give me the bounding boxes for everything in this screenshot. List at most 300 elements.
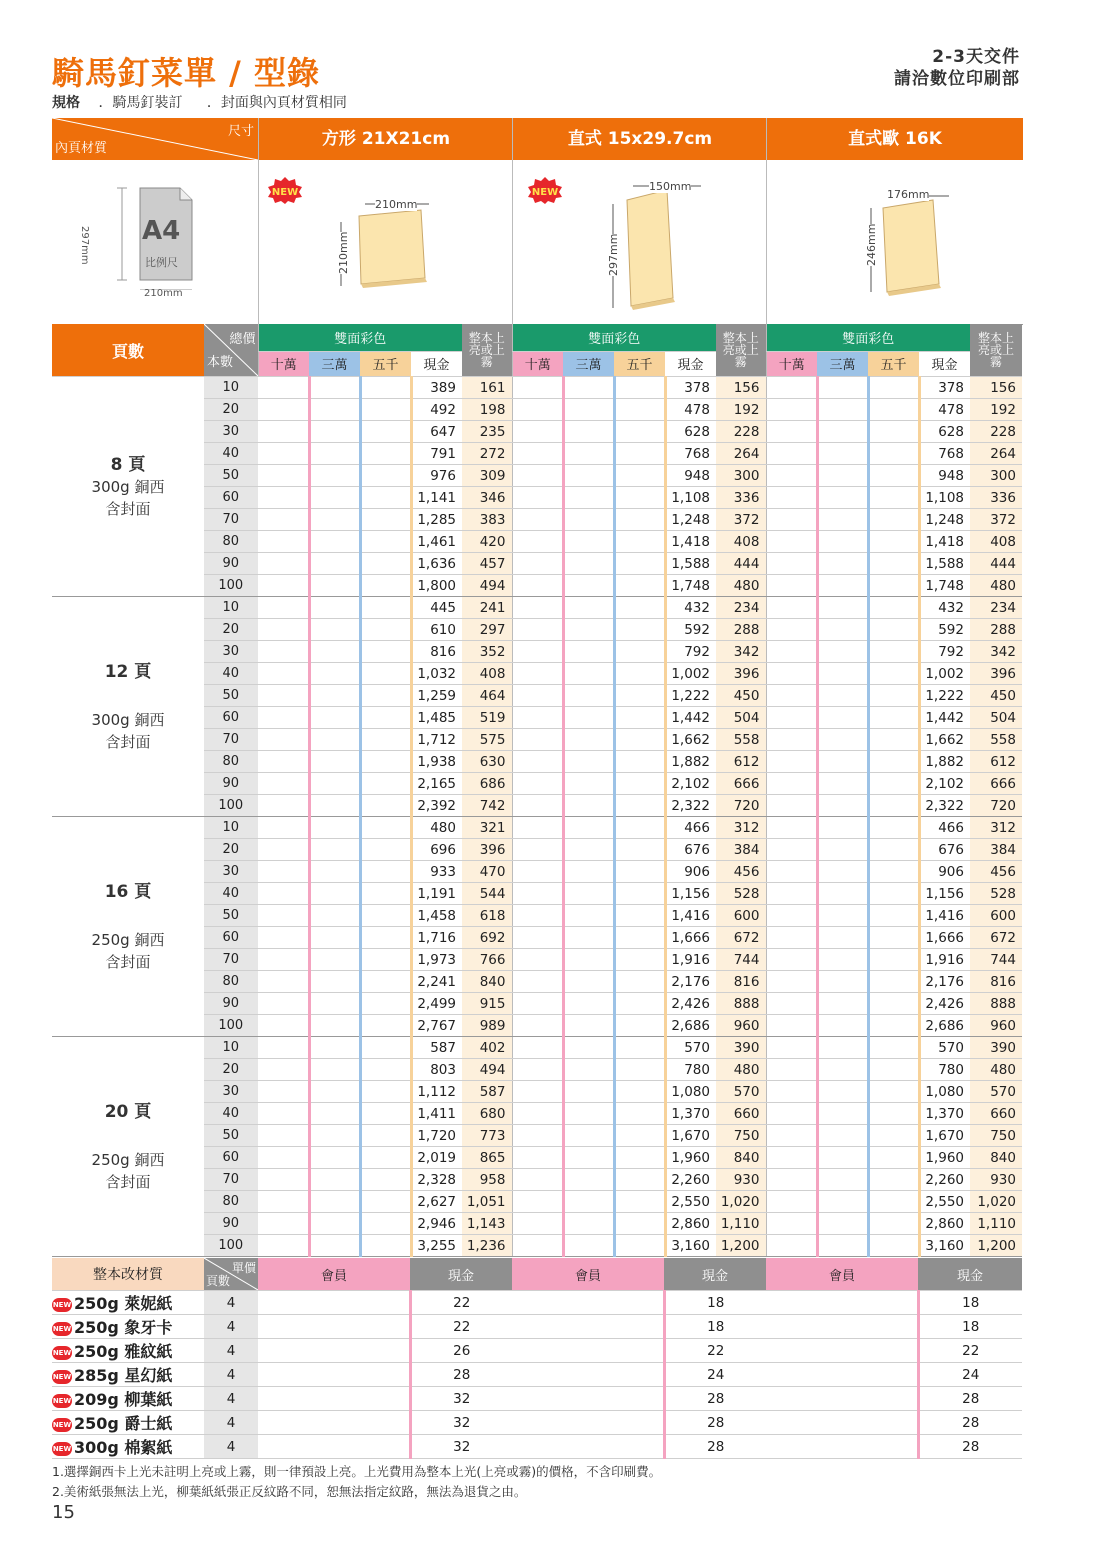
empty-price-cell <box>614 1147 665 1169</box>
quantity-cell: 40 <box>204 443 258 465</box>
coat-price-cell: 309 <box>462 465 512 487</box>
size-name: 直式歐 16K <box>767 118 1023 160</box>
empty-price-cell <box>868 641 919 663</box>
empty-price-cell <box>512 1213 563 1235</box>
empty-price-cell <box>614 949 665 971</box>
cash-price-cell: 1,960 <box>665 1147 716 1169</box>
vertical-height-label: 297mm <box>607 233 620 276</box>
coat-price-cell: 297 <box>462 619 512 641</box>
empty-price-cell <box>309 553 360 575</box>
coat-price-cell: 1,110 <box>970 1213 1022 1235</box>
size-label: 尺寸 <box>227 124 254 139</box>
page-count: 8 頁 <box>110 454 146 475</box>
empty-price-cell <box>868 993 919 1015</box>
empty-price-cell <box>817 707 868 729</box>
empty-price-cell <box>614 1191 665 1213</box>
empty-price-cell <box>258 971 309 993</box>
cash-price-cell: 2,686 <box>665 1015 716 1037</box>
empty-price-cell <box>258 421 309 443</box>
col-30k: 三萬 <box>563 351 614 376</box>
new-badge-icon: NEW <box>52 1346 72 1360</box>
coat-price-cell: 1,143 <box>462 1213 512 1235</box>
material-row <box>52 1315 1022 1339</box>
cash-price-cell: 1,458 <box>411 905 462 927</box>
empty-price-cell <box>817 883 868 905</box>
page-group-label <box>52 377 204 597</box>
member-price-cell <box>258 1411 410 1435</box>
empty-price-cell <box>614 817 665 839</box>
empty-price-cell <box>614 487 665 509</box>
coat-price-cell: 840 <box>970 1147 1022 1169</box>
empty-price-cell <box>360 553 411 575</box>
delivery-contact: 請洽數位印刷部 <box>894 69 1020 89</box>
quantity-cell: 100 <box>204 795 258 817</box>
empty-price-cell <box>766 1081 817 1103</box>
empty-price-cell <box>258 795 309 817</box>
material-name-text: 250g 萊妮紙 <box>74 1294 173 1313</box>
quantity-cell: 10 <box>204 817 258 839</box>
empty-price-cell <box>817 1147 868 1169</box>
cash-price-cell: 676 <box>919 839 970 861</box>
empty-price-cell <box>563 1191 614 1213</box>
coat-price-cell: 528 <box>716 883 766 905</box>
cash-price-cell: 2,176 <box>919 971 970 993</box>
empty-price-cell <box>360 795 411 817</box>
cash-header: 現金 <box>918 1258 1022 1291</box>
cover-note: 含封面 <box>105 732 151 751</box>
material-table <box>52 1258 1022 1459</box>
cash-price-cell: 2,328 <box>411 1169 462 1191</box>
unit-pages-header <box>204 1258 258 1291</box>
empty-price-cell <box>614 707 665 729</box>
cash-price-cell: 2,860 <box>665 1213 716 1235</box>
empty-price-cell <box>563 663 614 685</box>
cash-price-cell: 792 <box>919 641 970 663</box>
empty-price-cell <box>512 1103 563 1125</box>
empty-price-cell <box>258 531 309 553</box>
empty-price-cell <box>817 839 868 861</box>
quantity-cell: 20 <box>204 839 258 861</box>
coat-price-cell: 558 <box>970 729 1022 751</box>
cash-price-cell: 478 <box>665 399 716 421</box>
empty-price-cell <box>766 1103 817 1125</box>
empty-price-cell <box>766 729 817 751</box>
cash-price-cell: 24 <box>664 1363 766 1387</box>
empty-price-cell <box>309 1213 360 1235</box>
col-cash: 現金 <box>411 351 462 376</box>
empty-price-cell <box>512 861 563 883</box>
empty-price-cell <box>766 795 817 817</box>
cash-price-cell: 1,662 <box>919 729 970 751</box>
empty-price-cell <box>360 1191 411 1213</box>
notes <box>52 1462 661 1502</box>
material-name-text: 209g 柳葉紙 <box>74 1390 173 1409</box>
empty-price-cell <box>309 795 360 817</box>
new-badge-icon: NEW <box>52 1322 72 1336</box>
cash-price-cell: 2,260 <box>919 1169 970 1191</box>
coat-price-cell: 396 <box>970 663 1022 685</box>
empty-price-cell <box>817 399 868 421</box>
empty-price-cell <box>614 399 665 421</box>
empty-price-cell <box>309 399 360 421</box>
empty-price-cell <box>512 751 563 773</box>
member-price-cell <box>766 1339 918 1363</box>
empty-price-cell <box>766 993 817 1015</box>
cash-price-cell: 2,165 <box>411 773 462 795</box>
empty-price-cell <box>614 465 665 487</box>
cash-price-cell: 2,499 <box>411 993 462 1015</box>
cash-price-cell: 1,370 <box>665 1103 716 1125</box>
empty-price-cell <box>766 927 817 949</box>
coat-price-cell: 587 <box>462 1081 512 1103</box>
empty-price-cell <box>766 707 817 729</box>
empty-price-cell <box>868 883 919 905</box>
coat-price-cell: 352 <box>462 641 512 663</box>
empty-price-cell <box>309 949 360 971</box>
coat-price-cell: 915 <box>462 993 512 1015</box>
empty-price-cell <box>309 421 360 443</box>
empty-price-cell <box>563 399 614 421</box>
delivery-info <box>894 46 1020 90</box>
empty-price-cell <box>360 421 411 443</box>
material-pages: 4 <box>204 1435 258 1459</box>
empty-price-cell <box>614 1213 665 1235</box>
empty-price-cell <box>512 597 563 619</box>
cash-price-cell: 1,670 <box>919 1125 970 1147</box>
coat-price-cell: 612 <box>716 751 766 773</box>
new-badge-icon: NEW <box>52 1442 72 1456</box>
empty-price-cell <box>868 531 919 553</box>
cash-price-cell: 780 <box>919 1059 970 1081</box>
empty-price-cell <box>563 1037 614 1059</box>
member-price-cell <box>512 1435 664 1459</box>
coat-price-cell: 420 <box>462 531 512 553</box>
empty-price-cell <box>817 553 868 575</box>
empty-price-cell <box>309 487 360 509</box>
empty-price-cell <box>766 663 817 685</box>
coat-price-cell: 612 <box>970 751 1022 773</box>
empty-price-cell <box>360 531 411 553</box>
material-row <box>52 1411 1022 1435</box>
coat-price-cell: 312 <box>970 817 1022 839</box>
empty-price-cell <box>563 1103 614 1125</box>
empty-price-cell <box>563 465 614 487</box>
empty-price-cell <box>360 729 411 751</box>
coat-price-cell: 744 <box>970 949 1022 971</box>
cash-price-cell: 32 <box>410 1411 512 1435</box>
member-price-cell <box>512 1387 664 1411</box>
material-name <box>52 1411 204 1435</box>
cash-price-cell: 1,748 <box>665 575 716 597</box>
empty-price-cell <box>766 751 817 773</box>
coat-price-cell: 408 <box>970 531 1022 553</box>
empty-price-cell <box>309 729 360 751</box>
quantity-cell: 90 <box>204 773 258 795</box>
member-price-cell <box>512 1339 664 1363</box>
material-name <box>52 1387 204 1411</box>
coat-price-cell: 680 <box>462 1103 512 1125</box>
cash-price-cell: 466 <box>665 817 716 839</box>
empty-price-cell <box>258 487 309 509</box>
empty-price-cell <box>766 905 817 927</box>
material-name-text: 250g 爵士紙 <box>74 1414 173 1433</box>
empty-price-cell <box>360 1015 411 1037</box>
coat-price-cell: 402 <box>462 1037 512 1059</box>
empty-price-cell <box>512 839 563 861</box>
coat-price-cell: 570 <box>716 1081 766 1103</box>
empty-price-cell <box>766 1191 817 1213</box>
coat-price-cell: 816 <box>716 971 766 993</box>
empty-price-cell <box>360 1125 411 1147</box>
a4-height-label: 297mm <box>79 226 90 265</box>
member-price-cell <box>766 1363 918 1387</box>
empty-price-cell <box>563 685 614 707</box>
empty-price-cell <box>563 993 614 1015</box>
cash-price-cell: 1,916 <box>665 949 716 971</box>
empty-price-cell <box>766 641 817 663</box>
empty-price-cell <box>360 927 411 949</box>
cash-price-cell: 2,426 <box>919 993 970 1015</box>
cash-header: 現金 <box>664 1258 766 1291</box>
empty-price-cell <box>563 443 614 465</box>
cash-price-cell: 1,666 <box>665 927 716 949</box>
empty-price-cell <box>309 443 360 465</box>
cash-price-cell: 1,960 <box>919 1147 970 1169</box>
quantity-cell: 30 <box>204 861 258 883</box>
coat-price-cell: 1,110 <box>716 1213 766 1235</box>
empty-price-cell <box>868 553 919 575</box>
member-price-cell <box>766 1315 918 1339</box>
empty-price-cell <box>512 421 563 443</box>
cash-price-cell: 1,002 <box>919 663 970 685</box>
cash-price-cell: 3,160 <box>665 1235 716 1257</box>
empty-price-cell <box>258 465 309 487</box>
empty-price-cell <box>817 377 868 399</box>
member-price-cell <box>512 1291 664 1315</box>
empty-price-cell <box>360 641 411 663</box>
table-row <box>52 817 1022 839</box>
coat-price-cell: 494 <box>462 575 512 597</box>
empty-price-cell <box>868 905 919 927</box>
empty-price-cell <box>868 465 919 487</box>
col-30k: 三萬 <box>309 351 360 376</box>
empty-price-cell <box>563 751 614 773</box>
material-name-text: 250g 雅紋紙 <box>74 1342 173 1361</box>
coat-price-cell: 480 <box>716 1059 766 1081</box>
coat-price-cell: 156 <box>716 377 766 399</box>
cash-price-cell: 378 <box>665 377 716 399</box>
spec-item: ．騎馬釘裝訂 <box>98 95 183 111</box>
empty-price-cell <box>614 443 665 465</box>
empty-price-cell <box>766 619 817 641</box>
empty-price-cell <box>258 707 309 729</box>
empty-price-cell <box>563 905 614 927</box>
empty-price-cell <box>614 1169 665 1191</box>
empty-price-cell <box>563 619 614 641</box>
empty-price-cell <box>563 729 614 751</box>
cash-price-cell: 628 <box>665 421 716 443</box>
new-badge-icon: NEW <box>52 1394 72 1408</box>
coat-price-cell: 888 <box>970 993 1022 1015</box>
coat-price-cell: 396 <box>462 839 512 861</box>
cash-price-cell: 592 <box>919 619 970 641</box>
empty-price-cell <box>868 773 919 795</box>
member-price-cell <box>512 1411 664 1435</box>
empty-price-cell <box>512 1059 563 1081</box>
16k-height-label: 246mm <box>865 223 878 266</box>
paper-type: 300g 銅西 <box>91 477 165 496</box>
cash-price-cell: 32 <box>410 1435 512 1459</box>
empty-price-cell <box>309 905 360 927</box>
cash-price-cell: 2,627 <box>411 1191 462 1213</box>
empty-price-cell <box>360 1059 411 1081</box>
empty-price-cell <box>614 1125 665 1147</box>
total-label: 總價 <box>229 332 256 347</box>
cash-price-cell: 389 <box>411 377 462 399</box>
coat-price-cell: 600 <box>970 905 1022 927</box>
cash-price-cell: 1,370 <box>919 1103 970 1125</box>
cash-price-cell: 1,748 <box>919 575 970 597</box>
empty-price-cell <box>868 1147 919 1169</box>
coat-price-cell: 692 <box>462 927 512 949</box>
cash-price-cell: 1,411 <box>411 1103 462 1125</box>
material-name <box>52 1291 204 1315</box>
empty-price-cell <box>360 773 411 795</box>
material-name-text: 285g 星幻紙 <box>74 1366 173 1385</box>
quantity-cell: 30 <box>204 1081 258 1103</box>
quantity-cell: 90 <box>204 1213 258 1235</box>
quantity-cell: 60 <box>204 487 258 509</box>
coat-price-cell: 480 <box>716 575 766 597</box>
spec-label: 規格 <box>52 95 80 111</box>
material-name <box>52 1315 204 1339</box>
empty-price-cell <box>360 883 411 905</box>
material-header: 整本改材質 <box>52 1258 204 1291</box>
coat-price-cell: 742 <box>462 795 512 817</box>
empty-price-cell <box>817 729 868 751</box>
coat-price-cell: 960 <box>970 1015 1022 1037</box>
col-5k: 五千 <box>360 351 411 376</box>
empty-price-cell <box>360 1235 411 1257</box>
empty-price-cell <box>563 575 614 597</box>
coat-price-cell: 666 <box>970 773 1022 795</box>
empty-price-cell <box>309 1081 360 1103</box>
coat-price-cell: 396 <box>716 663 766 685</box>
member-price-cell <box>766 1435 918 1459</box>
coat-price-cell: 544 <box>462 883 512 905</box>
coat-header: 整本上亮或上霧 <box>716 324 766 377</box>
cash-price-cell: 2,260 <box>665 1169 716 1191</box>
cash-price-cell: 1,418 <box>919 531 970 553</box>
empty-price-cell <box>360 817 411 839</box>
empty-price-cell <box>614 729 665 751</box>
spec-line <box>52 92 367 112</box>
coat-price-cell: 672 <box>716 927 766 949</box>
empty-price-cell <box>614 531 665 553</box>
empty-price-cell <box>360 839 411 861</box>
member-price-cell <box>258 1339 410 1363</box>
empty-price-cell <box>766 597 817 619</box>
empty-price-cell <box>868 751 919 773</box>
coat-price-cell: 686 <box>462 773 512 795</box>
empty-price-cell <box>868 377 919 399</box>
member-price-cell <box>258 1315 410 1339</box>
cash-price-cell: 432 <box>919 597 970 619</box>
empty-price-cell <box>563 883 614 905</box>
empty-price-cell <box>258 1015 309 1037</box>
cash-price-cell: 1,662 <box>665 729 716 751</box>
cash-price-cell: 933 <box>411 861 462 883</box>
coat-price-cell: 480 <box>970 1059 1022 1081</box>
empty-price-cell <box>563 1147 614 1169</box>
empty-price-cell <box>817 1103 868 1125</box>
empty-price-cell <box>512 1015 563 1037</box>
empty-price-cell <box>614 597 665 619</box>
empty-price-cell <box>614 993 665 1015</box>
empty-price-cell <box>563 861 614 883</box>
quantity-cell: 40 <box>204 883 258 905</box>
empty-price-cell <box>360 949 411 971</box>
cash-price-cell: 1,108 <box>665 487 716 509</box>
cash-price-cell: 28 <box>918 1411 1022 1435</box>
new-badge-icon: NEW <box>52 1370 72 1384</box>
empty-price-cell <box>512 817 563 839</box>
empty-price-cell <box>614 1015 665 1037</box>
cash-price-cell: 1,716 <box>411 927 462 949</box>
empty-price-cell <box>766 421 817 443</box>
cash-price-cell: 1,973 <box>411 949 462 971</box>
page-group-label <box>52 817 204 1037</box>
empty-price-cell <box>614 685 665 707</box>
cash-price-cell: 1,002 <box>665 663 716 685</box>
coat-price-cell: 336 <box>716 487 766 509</box>
empty-price-cell <box>309 993 360 1015</box>
empty-price-cell <box>563 597 614 619</box>
material-name <box>52 1363 204 1387</box>
empty-price-cell <box>614 619 665 641</box>
empty-price-cell <box>614 377 665 399</box>
cash-price-cell: 1,032 <box>411 663 462 685</box>
coat-price-cell: 958 <box>462 1169 512 1191</box>
empty-price-cell <box>309 751 360 773</box>
empty-price-cell <box>512 1169 563 1191</box>
empty-price-cell <box>766 685 817 707</box>
empty-price-cell <box>360 487 411 509</box>
cash-price-cell: 445 <box>411 597 462 619</box>
cash-price-cell: 1,588 <box>919 553 970 575</box>
coat-price-cell: 672 <box>970 927 1022 949</box>
empty-price-cell <box>563 421 614 443</box>
empty-price-cell <box>360 1147 411 1169</box>
empty-price-cell <box>258 663 309 685</box>
empty-price-cell <box>817 1081 868 1103</box>
page-count: 12 頁 <box>104 661 152 682</box>
empty-price-cell <box>563 971 614 993</box>
empty-price-cell <box>360 377 411 399</box>
cash-price-cell: 18 <box>918 1291 1022 1315</box>
coat-price-cell: 192 <box>970 399 1022 421</box>
cash-price-cell: 1,712 <box>411 729 462 751</box>
empty-price-cell <box>512 795 563 817</box>
cash-price-cell: 2,176 <box>665 971 716 993</box>
empty-price-cell <box>817 575 868 597</box>
cash-price-cell: 24 <box>918 1363 1022 1387</box>
empty-price-cell <box>360 993 411 1015</box>
empty-price-cell <box>512 905 563 927</box>
quantity-cell: 50 <box>204 685 258 707</box>
material-row <box>52 1387 1022 1411</box>
empty-price-cell <box>614 421 665 443</box>
